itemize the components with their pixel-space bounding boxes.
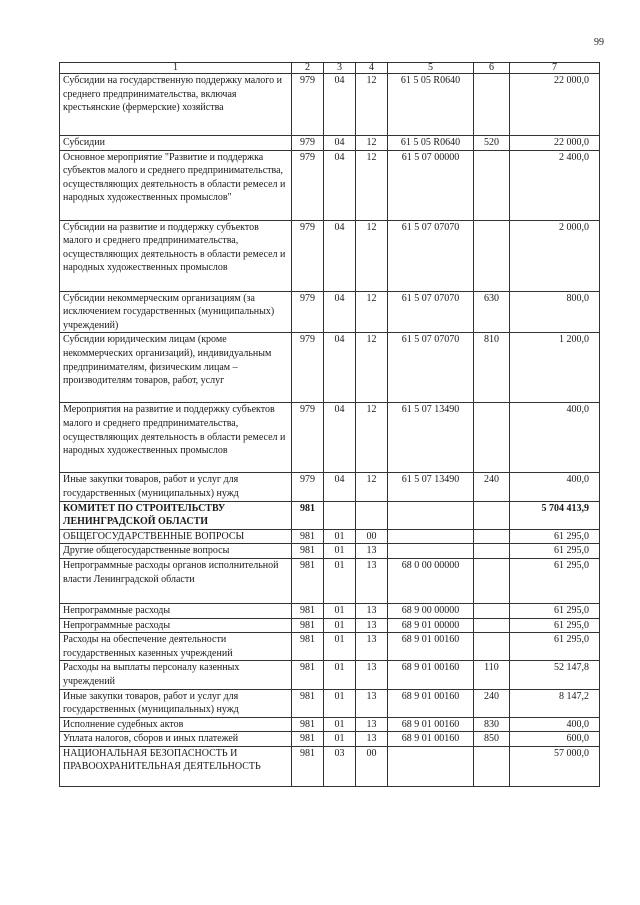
amount-cell: 22 000,0 <box>510 74 600 136</box>
section-code-cell <box>324 501 356 529</box>
ministry-code-cell: 981 <box>292 732 324 747</box>
target-article-cell: 68 9 01 00000 <box>388 618 474 633</box>
table-row <box>60 544 600 559</box>
section-code-cell: 01 <box>324 732 356 747</box>
col-header: 4 <box>356 63 388 74</box>
expense-type-cell <box>474 633 510 661</box>
table-row <box>60 717 600 732</box>
row-name-cell: Основное мероприятие "Развитие и поддержка субъектов малого и среднего предпринимательства, осуществляющих деятельность в области ремесел и народных художественных промыслов" <box>60 150 292 220</box>
subsection-code-cell: 13 <box>356 732 388 747</box>
target-article-cell: 61 5 07 07070 <box>388 333 474 403</box>
subsection-code-cell: 13 <box>356 661 388 689</box>
section-code-cell: 04 <box>324 403 356 473</box>
ministry-code-cell: 979 <box>292 150 324 220</box>
amount-cell: 400,0 <box>510 403 600 473</box>
subsection-code-cell: 12 <box>356 220 388 291</box>
ministry-code-cell: 979 <box>292 220 324 291</box>
expense-type-cell: 810 <box>474 333 510 403</box>
section-code-cell: 01 <box>324 633 356 661</box>
ministry-code-cell: 981 <box>292 746 324 786</box>
row-name-cell: Иные закупки товаров, работ и услуг для государственных (муниципальных) нужд <box>60 473 292 501</box>
row-name-cell: Субсидии юридическим лицам (кроме некоммерческих организаций), индивидуальным предпринимателям, физическим лицам – производителям товаров, работ, услуг <box>60 333 292 403</box>
amount-cell: 52 147,8 <box>510 661 600 689</box>
table-row <box>60 746 600 786</box>
col-header: 1 <box>60 63 292 74</box>
target-article-cell <box>388 529 474 544</box>
table-row <box>60 732 600 747</box>
page-number: 99 <box>594 37 604 48</box>
target-article-cell: 61 5 07 13490 <box>388 403 474 473</box>
table-row <box>60 618 600 633</box>
budget-table <box>59 62 600 787</box>
section-code-cell: 01 <box>324 544 356 559</box>
row-name-cell: ОБЩЕГОСУДАРСТВЕННЫЕ ВОПРОСЫ <box>60 529 292 544</box>
amount-cell: 2 000,0 <box>510 220 600 291</box>
subsection-code-cell: 12 <box>356 333 388 403</box>
target-article-cell <box>388 746 474 786</box>
amount-cell: 61 295,0 <box>510 603 600 618</box>
ministry-code-cell: 981 <box>292 529 324 544</box>
expense-type-cell: 240 <box>474 473 510 501</box>
table-row <box>60 529 600 544</box>
section-code-cell: 04 <box>324 473 356 501</box>
subsection-code-cell: 12 <box>356 473 388 501</box>
amount-cell: 61 295,0 <box>510 529 600 544</box>
target-article-cell: 68 9 01 00160 <box>388 717 474 732</box>
subsection-code-cell: 00 <box>356 746 388 786</box>
expense-type-cell <box>474 150 510 220</box>
section-code-cell: 04 <box>324 150 356 220</box>
table-row <box>60 661 600 689</box>
ministry-code-cell: 981 <box>292 661 324 689</box>
subsection-code-cell: 00 <box>356 529 388 544</box>
subsection-code-cell: 12 <box>356 150 388 220</box>
target-article-cell: 61 5 05 R0640 <box>388 74 474 136</box>
row-name-cell: Субсидии некоммерческим организациям (за исключением государственных (муниципальных) учреждений) <box>60 291 292 333</box>
row-name-cell: Уплата налогов, сборов и иных платежей <box>60 732 292 747</box>
ministry-code-cell: 981 <box>292 689 324 717</box>
subsection-code-cell: 13 <box>356 717 388 732</box>
expense-type-cell <box>474 558 510 603</box>
amount-cell: 61 295,0 <box>510 618 600 633</box>
expense-type-cell: 110 <box>474 661 510 689</box>
table-row <box>60 473 600 501</box>
amount-cell: 22 000,0 <box>510 136 600 151</box>
target-article-cell: 68 9 01 00160 <box>388 689 474 717</box>
expense-type-cell: 240 <box>474 689 510 717</box>
target-article-cell: 68 9 01 00160 <box>388 661 474 689</box>
target-article-cell <box>388 501 474 529</box>
ministry-code-cell: 981 <box>292 633 324 661</box>
row-name-cell: Расходы на обеспечение деятельности государственных казенных учреждений <box>60 633 292 661</box>
row-name-cell: НАЦИОНАЛЬНАЯ БЕЗОПАСНОСТЬ И ПРАВООХРАНИТЕЛЬНАЯ ДЕЯТЕЛЬНОСТЬ <box>60 746 292 786</box>
row-name-cell: Субсидии на государственную поддержку малого и среднего предпринимательства, включая крестьянские (фермерские) хозяйства <box>60 74 292 136</box>
target-article-cell: 61 5 07 07070 <box>388 291 474 333</box>
section-code-cell: 04 <box>324 220 356 291</box>
amount-cell: 8 147,2 <box>510 689 600 717</box>
target-article-cell: 68 9 00 00000 <box>388 603 474 618</box>
subsection-code-cell: 12 <box>356 74 388 136</box>
table-row <box>60 403 600 473</box>
ministry-code-cell: 981 <box>292 717 324 732</box>
subsection-code-cell <box>356 501 388 529</box>
amount-cell: 5 704 413,9 <box>510 501 600 529</box>
ministry-code-cell: 981 <box>292 618 324 633</box>
ministry-code-cell: 981 <box>292 558 324 603</box>
subsection-code-cell: 13 <box>356 544 388 559</box>
table-row <box>60 136 600 151</box>
amount-cell: 600,0 <box>510 732 600 747</box>
subsection-code-cell: 12 <box>356 403 388 473</box>
amount-cell: 1 200,0 <box>510 333 600 403</box>
subsection-code-cell: 13 <box>356 689 388 717</box>
table-row <box>60 501 600 529</box>
table-row <box>60 74 600 136</box>
section-code-cell: 04 <box>324 291 356 333</box>
target-article-cell: 61 5 07 13490 <box>388 473 474 501</box>
ministry-code-cell: 981 <box>292 603 324 618</box>
expense-type-cell: 830 <box>474 717 510 732</box>
section-code-cell: 01 <box>324 529 356 544</box>
section-code-cell: 04 <box>324 136 356 151</box>
target-article-cell: 68 9 01 00160 <box>388 633 474 661</box>
col-header: 5 <box>388 63 474 74</box>
table-row <box>60 220 600 291</box>
target-article-cell <box>388 544 474 559</box>
col-header: 2 <box>292 63 324 74</box>
target-article-cell: 61 5 07 00000 <box>388 150 474 220</box>
amount-cell: 61 295,0 <box>510 558 600 603</box>
ministry-code-cell: 979 <box>292 403 324 473</box>
expense-type-cell <box>474 603 510 618</box>
amount-cell: 800,0 <box>510 291 600 333</box>
section-code-cell: 01 <box>324 661 356 689</box>
table-row <box>60 603 600 618</box>
row-name-cell: Иные закупки товаров, работ и услуг для государственных (муниципальных) нужд <box>60 689 292 717</box>
ministry-code-cell: 979 <box>292 291 324 333</box>
section-code-cell: 01 <box>324 689 356 717</box>
expense-type-cell <box>474 618 510 633</box>
ministry-code-cell: 979 <box>292 473 324 501</box>
section-code-cell: 01 <box>324 618 356 633</box>
table-row <box>60 150 600 220</box>
amount-cell: 400,0 <box>510 717 600 732</box>
amount-cell: 61 295,0 <box>510 633 600 661</box>
col-header: 6 <box>474 63 510 74</box>
section-code-cell: 04 <box>324 74 356 136</box>
row-name-cell: Субсидии на развитие и поддержку субъектов малого и среднего предпринимательства, осуществляющих деятельность в области ремесел и народных художественных промыслов <box>60 220 292 291</box>
section-code-cell: 01 <box>324 558 356 603</box>
row-name-cell: Другие общегосударственные вопросы <box>60 544 292 559</box>
col-header: 7 <box>510 63 600 74</box>
amount-cell: 400,0 <box>510 473 600 501</box>
table-row <box>60 689 600 717</box>
target-article-cell: 68 0 00 00000 <box>388 558 474 603</box>
subsection-code-cell: 13 <box>356 618 388 633</box>
row-name-cell: Непрограммные расходы органов исполнительной власти Ленинградской области <box>60 558 292 603</box>
ministry-code-cell: 979 <box>292 333 324 403</box>
table-row <box>60 558 600 603</box>
row-name-cell: Непрограммные расходы <box>60 618 292 633</box>
subsection-code-cell: 13 <box>356 633 388 661</box>
row-name-cell: Непрограммные расходы <box>60 603 292 618</box>
expense-type-cell <box>474 544 510 559</box>
target-article-cell: 61 5 05 R0640 <box>388 136 474 151</box>
target-article-cell: 68 9 01 00160 <box>388 732 474 747</box>
row-name-cell: Мероприятия на развитие и поддержку субъектов малого и среднего предпринимательства, осуществляющих деятельность в области ремесел и народных художественных промыслов <box>60 403 292 473</box>
subsection-code-cell: 12 <box>356 136 388 151</box>
row-name-cell: Расходы на выплаты персоналу казенных учреждений <box>60 661 292 689</box>
expense-type-cell <box>474 220 510 291</box>
table-row <box>60 291 600 333</box>
target-article-cell: 61 5 07 07070 <box>388 220 474 291</box>
amount-cell: 2 400,0 <box>510 150 600 220</box>
subsection-code-cell: 13 <box>356 558 388 603</box>
table-row <box>60 333 600 403</box>
expense-type-cell <box>474 403 510 473</box>
subsection-code-cell: 12 <box>356 291 388 333</box>
ministry-code-cell: 979 <box>292 136 324 151</box>
section-code-cell: 03 <box>324 746 356 786</box>
ministry-code-cell: 981 <box>292 501 324 529</box>
expense-type-cell: 850 <box>474 732 510 747</box>
section-code-cell: 04 <box>324 333 356 403</box>
table-row <box>60 633 600 661</box>
amount-cell: 57 000,0 <box>510 746 600 786</box>
section-code-cell: 01 <box>324 603 356 618</box>
table-body <box>60 63 600 787</box>
row-name-cell: КОМИТЕТ ПО СТРОИТЕЛЬСТВУ ЛЕНИНГРАДСКОЙ ОБЛАСТИ <box>60 501 292 529</box>
ministry-code-cell: 981 <box>292 544 324 559</box>
ministry-code-cell: 979 <box>292 74 324 136</box>
expense-type-cell: 630 <box>474 291 510 333</box>
expense-type-cell: 520 <box>474 136 510 151</box>
expense-type-cell <box>474 529 510 544</box>
expense-type-cell <box>474 501 510 529</box>
row-name-cell: Исполнение судебных актов <box>60 717 292 732</box>
amount-cell: 61 295,0 <box>510 544 600 559</box>
subsection-code-cell: 13 <box>356 603 388 618</box>
row-name-cell: Субсидии <box>60 136 292 151</box>
section-code-cell: 01 <box>324 717 356 732</box>
expense-type-cell <box>474 746 510 786</box>
header-row <box>60 63 600 74</box>
expense-type-cell <box>474 74 510 136</box>
col-header: 3 <box>324 63 356 74</box>
